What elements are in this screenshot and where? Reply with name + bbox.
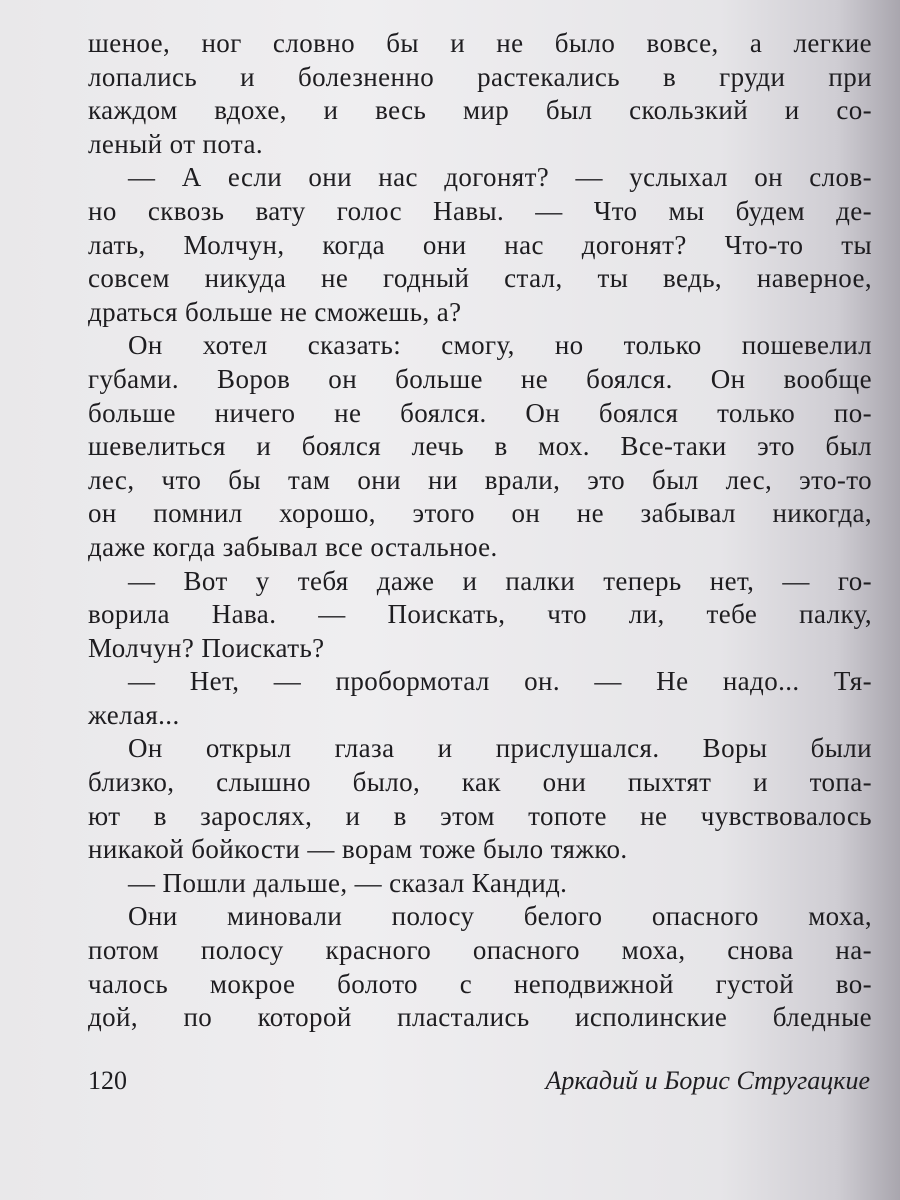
paragraph [88, 161, 872, 329]
text-line: каждом вдохе, и весь мир был скользкий и со- [88, 95, 872, 126]
paragraph [88, 900, 872, 1034]
text-line: больше ничего не боялся. Он боялся только по- [88, 397, 872, 428]
text-line: шеное, ног словно бы и не было вовсе, а легкие [88, 28, 872, 58]
text-line: чалось мокрое болото с неподвижной густой во- [88, 968, 872, 999]
text-line: близко, слышно было, как они пыхтят и топа- [88, 767, 872, 798]
text-line: шевелиться и боялся лечь в мох. Все-таки это был [88, 431, 872, 462]
text-line: — Пошли дальше, — сказал Кандид. [128, 867, 568, 898]
page-body [88, 27, 872, 1035]
text-line: лес, что бы там они ни врали, это был лес, это-то [88, 464, 872, 495]
text-line: никакой бойкости — ворам тоже было тяжко. [88, 834, 628, 865]
text-line: дой, по которой пластались исполинские бледные [88, 1002, 872, 1033]
text-line: лать, Молчун, когда они нас догонят? Что-то ты [88, 229, 872, 260]
text-line: но сквозь вату голос Навы. — Что мы будем де- [88, 195, 872, 226]
paragraph [88, 732, 872, 866]
text-line: ют в зарослях, и в этом топоте не чувствовалось [88, 800, 872, 831]
running-title: Аркадий и Борис Стругацкие [545, 1066, 870, 1095]
text-line: — А если они нас догонят? — услыхал он слов- [128, 162, 872, 193]
text-line: ворила Нава. — Поискать, что ли, тебе палку, [88, 599, 872, 630]
paragraph [88, 867, 872, 901]
text-line: даже когда забывал все остальное. [88, 531, 498, 562]
paragraph [88, 27, 872, 161]
text-line: потом полосу красного опасного моха, снова на- [88, 935, 872, 966]
text-line: совсем никуда не годный стал, ты ведь, наверное, [88, 263, 872, 294]
text-line: Они миновали полосу белого опасного моха, [128, 901, 872, 932]
text-line: — Вот у тебя даже и палки теперь нет, — го- [128, 565, 872, 596]
paragraph [88, 565, 872, 666]
text-line: Он хотел сказать: смогу, но только пошевелил [128, 330, 872, 361]
text-line: желая... [88, 699, 180, 730]
text-line: драться больше не сможешь, а? [88, 296, 462, 327]
paragraph [88, 665, 872, 732]
page-number: 120 [88, 1066, 127, 1095]
text-line: Молчун? Поискать? [88, 632, 325, 663]
text-line: леный от пота. [88, 128, 263, 159]
text-line: — Нет, — пробормотал он. — Не надо... Тя- [128, 666, 872, 697]
text-line: он помнил хорошо, этого он не забывал никогда, [88, 498, 872, 529]
text-line: Он открыл глаза и прислушался. Воры были [128, 733, 872, 764]
paragraph [88, 329, 872, 564]
page-footer [88, 1066, 870, 1102]
text-line: губами. Воров он больше не боялся. Он вообще [88, 363, 872, 394]
text-line: лопались и болезненно растекались в груди при [88, 61, 872, 92]
